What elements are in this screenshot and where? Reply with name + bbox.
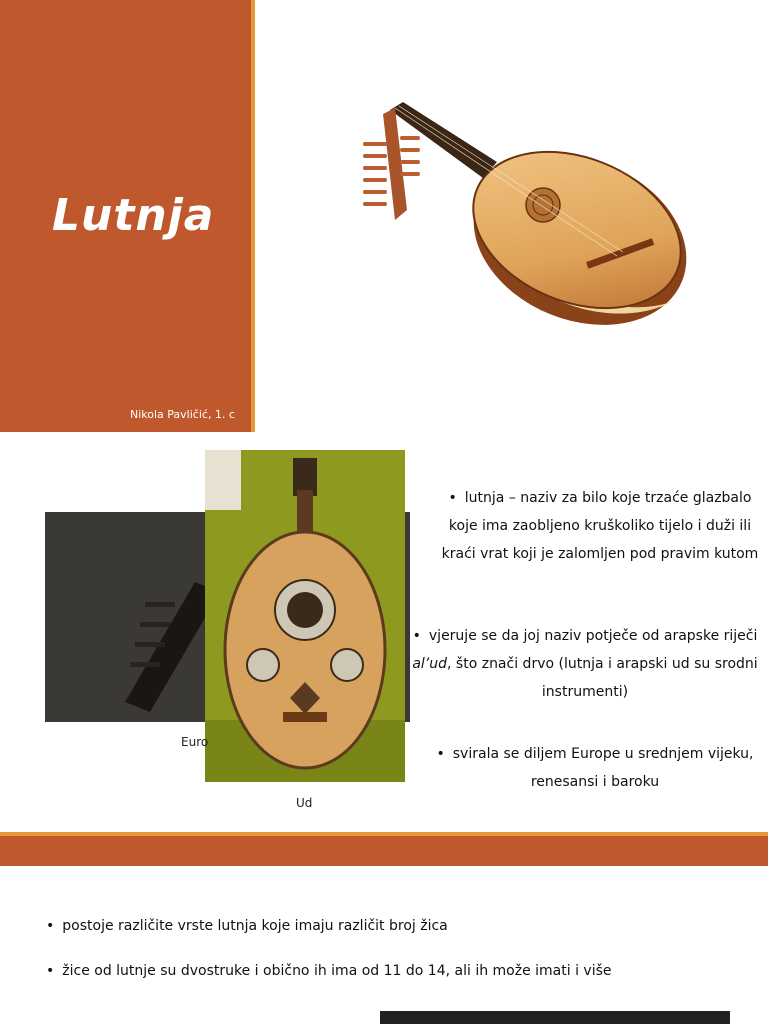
bullet-etymology: • vjeruje se da joj naziv potječe od arapske riječi al’ud, što znači drvo (lutnja i arapski ud su srodni instrumenti) <box>412 628 758 700</box>
caption-oud: Ud <box>296 796 313 810</box>
oud-photo <box>205 450 405 782</box>
slide-description <box>0 432 768 832</box>
bullet-dot: • <box>436 746 445 762</box>
author-label: Nikola Pavličić, 1. c <box>130 408 235 421</box>
bullet-dot: • <box>412 628 421 644</box>
slide-title <box>0 0 768 432</box>
bullet-dot: • <box>448 490 457 506</box>
slide3-photo <box>380 1011 730 1024</box>
arabic-word: al’ud <box>412 656 448 672</box>
slide-divider-band <box>0 832 768 866</box>
lute-image <box>355 100 695 335</box>
bullet-dot: • <box>46 963 55 979</box>
slide-title-text: Lutnja <box>52 190 215 241</box>
bullet-history: • svirala se diljem Europe u srednjem vijeku, renesansi i baroku <box>436 746 754 790</box>
bullet-dot: • <box>46 918 55 934</box>
bullet-definition: • lutnja – naziv za bilo koje trzaće glazbalo koje ima zaobljeno kruškoliko tijelo i duži ili kraći vrat koji je zalomljen pod pravim kutom <box>441 490 759 562</box>
caption-european-lute: Euro <box>181 735 209 749</box>
bullet-strings: • žice od lutnje su dvostruke i obično ih ima od 11 do 14, ali ih može imati i više <box>46 963 612 979</box>
bullet-types: • postoje različite vrste lutnja koje imaju različit broj žica <box>46 918 448 934</box>
